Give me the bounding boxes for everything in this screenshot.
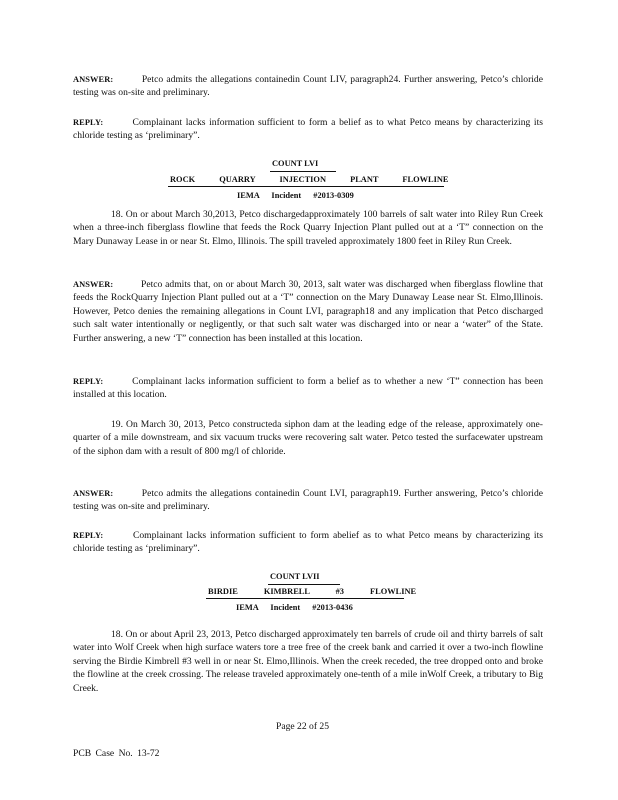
answer-paragraph-19: [73, 487, 543, 514]
reply-label: REPLY:: [73, 118, 104, 127]
answer-label: ANSWER:: [73, 280, 114, 289]
answer-text: Petco admits the allegations containedin Count LVI, paragraph19. Further answering, Petco’s chloride testing was on-site and preliminary.: [73, 488, 544, 513]
incident-number: IEMA Incident #2013-0436: [236, 603, 353, 612]
answer-text: Petco admits the allegations containedin Count LIV, paragraph24. Further answering, Petco’s chloride testing was on-site and preliminary.: [73, 74, 543, 99]
reply-paragraph-18: [73, 375, 543, 402]
reply-text: Complainant lacks information sufficient to form a belief as to what Petco means by characterizing its chloride testing as ‘preliminary”.: [73, 117, 544, 142]
allegation-paragraph-18-birdie: 18. On or about April 23, 2013, Petco discharged approximately ten barrels of crude oil and thirty barrels of salt water into Wolf Creek when high surface waters tore a tree free of the creek bank and carried it over a two-inch flowline serving the Birdie Kimbrell #3 well in or near St. Elmo,Illinois. When the creek receded, the tree dropped onto and broke the flowline at the creek crossing. The release traveled approximately one-tenth of a mile inWolf Creek, a tributary to Big Creek.: [73, 629, 543, 694]
subtitle-underline: [206, 598, 404, 599]
reply-paragraph: [73, 116, 543, 143]
answer-label: ANSWER:: [73, 75, 114, 84]
reply-paragraph-19: [73, 529, 543, 556]
allegation-paragraph-19: 19. On March 30, 2013, Petco constructeda siphon dam at the leading edge of the release, approximately one-quarter of a mile downstream, and six vacuum trucks were recovering salt water. Petco tested the surfacewater upstream of the siphon dam with a result of 800 mg/l of chloride.: [73, 419, 543, 457]
count-subtitle: BIRDIE KIMBRELL #3 FLOWLINE: [208, 587, 417, 596]
allegation-paragraph-18: 18. On or about March 30,2013, Petco dischargedapproximately 100 barrels of salt water into Riley Run Creek when a three-inch fiberglass flowline that feeds the Rock Quarry Injection Plant pulled out at a ‘T” connection on the Mary Dunaway Lease in or near St. Elmo, Illinois. The spill traveled approximately 1800 feet in Riley Run Creek.: [73, 209, 543, 247]
answer-label: ANSWER:: [73, 489, 114, 498]
title-underline: [270, 171, 336, 172]
answer-paragraph-18: [73, 278, 543, 345]
count-title: COUNT LVI: [272, 159, 319, 168]
case-number: PCB Case No. 13-72: [73, 748, 160, 759]
reply-label: REPLY:: [73, 377, 104, 386]
reply-label: REPLY:: [73, 531, 104, 540]
count-subtitle: ROCK QUARRY INJECTION PLANT FLOWLINE: [170, 175, 449, 184]
reply-text: Complainant lacks information sufficient to form abelief as to what Petco means by characterizing its chloride testing as ‘preliminary”.: [73, 530, 543, 555]
page-number: Page 22 of 25: [276, 721, 330, 732]
subtitle-underline: [168, 186, 444, 187]
count-title: COUNT LVII: [270, 572, 320, 581]
answer-paragraph: [73, 73, 543, 100]
title-underline: [268, 584, 340, 585]
incident-number: IEMA Incident #2013-0309: [237, 191, 354, 200]
answer-text: Petco admits that, on or about March 30, 2013, salt water was discharged when fiberglass flowline that feeds the RockQuarry Injection Plant pulled out at a ‘T” connection on the Mary Dunaway Lease near St. Elmo,Illinois. However, Petco denies the remaining allegations in Count LVI, paragraph18 and any implication that Petco discharged such salt water intentionally or negligently, or that such salt water was discharged into or near a ‘water” of the State. Further answering, a new ‘T” connection has been installed at this location.: [73, 279, 543, 344]
reply-text: Complainant lacks information sufficient to form a belief as to whether a new ‘T” connection has been installed at this location.: [73, 376, 543, 401]
